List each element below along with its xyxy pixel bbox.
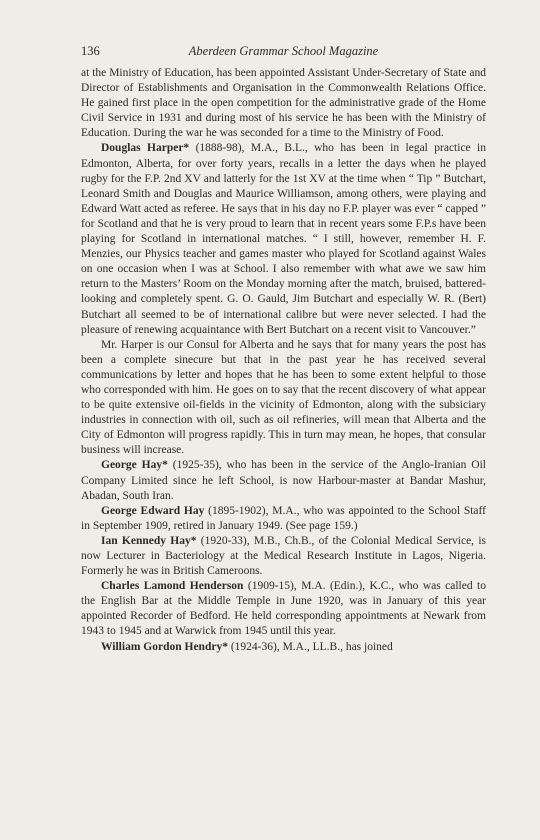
- entry-text: (1920-33), M.B., Ch.B., of the Colonial Medical Service, is now Lecturer in Bacteriology at the Medical Research Institute in Lagos, Nigeria. Formerly he was in British Cameroons.: [81, 534, 486, 578]
- entry-text: (1888-98), M.A., B.L., who has been in legal practice in Edmonton, Alberta, for over forty years, recalls in a letter the days when he played rugby for the F.P. 2nd XV and latterly for the 1st XV at the time when “ Tip ” Butchart, Leonard Smith and Douglas and Maurice Williamson, among others, were playing and Edward Watt acted as referee. He says that in his day no F.P. player was ever “ capped ” for Scotland and that he is very proud to learn that in recent years some F.P.s have been playing for Scotland in international matches. “ I still, however, remember H. F. Menzies, our Physics teacher and games master who played for Scotland against Wales on one occasion when I was at School. I also remember with what awe we saw him return to the Masters’ Room on the Monday morning after the match, bruised, battered-looking and completely spent. G. O. Gauld, Jim Butchart and especially W. R. (Bert) Butchart all seemed to be of international calibre but were never selected. I had the pleasure of renewing acquaintance with Bert Butchart on a recent visit to Vancouver.”: [81, 142, 487, 336]
- entry-text: (1909-15), M.A. (Edin.), K.C., who was called to the English Bar at the Middle Temple in June 1920, was in January of this year appointed Recorder of Bedford. He held corresponding appointments at Newark from 1943 to 1945 and at Warwick from 1945 until this year.: [81, 580, 487, 638]
- entry-name: William Gordon Hendry*: [101, 640, 228, 653]
- entry-name: Ian Kennedy Hay*: [101, 534, 197, 547]
- paragraph-harper-consul: [81, 338, 486, 459]
- entry-george-hay: [81, 458, 486, 503]
- entry-name: George Hay*: [101, 459, 168, 472]
- entry-text: (1924-36), M.A., LL.B., has joined: [227, 640, 393, 653]
- entry-name: Douglas Harper*: [101, 142, 190, 155]
- article-body: [81, 66, 486, 655]
- entry-name: Charles Lamond Henderson: [101, 580, 244, 593]
- entry-ian-kennedy-hay: [81, 534, 486, 579]
- entry-name: George Edward Hay: [101, 504, 205, 517]
- page-number: 136: [81, 44, 100, 58]
- paragraph-continued: [81, 66, 486, 141]
- entry-william-gordon-hendry: [81, 640, 486, 655]
- page-header: [81, 44, 486, 62]
- entry-text: (1895-1902), M.A., who was appointed to the School Staff in September 1909, retired in January 1949. (See page 159.): [81, 504, 486, 532]
- paragraph-text: Mr. Harper is our Consul for Alberta and he says that for many years the post has been a complete sinecure but that in the past year he has received several communications by letter and hopes that he has been to some extent helpful to those who corresponded with him. He goes on to say that the recent discovery of what appear to be quite extensive oil-fields in the vicinity of Edmonton, along with the subsiciary industries in connection with oil, such as oil refineries, will mean that Alberta and the City of Edmonton will progress rapidly. This in turn may mean, he hopes, that consular business will increase.: [81, 338, 486, 457]
- running-title: Aberdeen Grammar School Magazine: [188, 44, 379, 58]
- paragraph-text: at the Ministry of Education, has been appointed Assistant Under-Secretary of State and Director of Establishments and Organisation in the Commonwealth Relations Office. He gained first place in the open competition for the administrative grade of the Home Civil Service in 1931 and during most of his service he has been with the Ministry of Education. During the war he was seconded for a time to the Ministry of Food.: [81, 67, 486, 140]
- entry-douglas-harper: [81, 141, 486, 337]
- entry-george-edward-hay: [81, 504, 486, 534]
- entry-text: (1925-35), who has been in the service of the Anglo-Iranian Oil Company Limited since he left School, is now Harbour-master at Bandar Mashur, Abadan, South Iran.: [81, 459, 486, 502]
- entry-charles-lamond-henderson: [81, 579, 486, 639]
